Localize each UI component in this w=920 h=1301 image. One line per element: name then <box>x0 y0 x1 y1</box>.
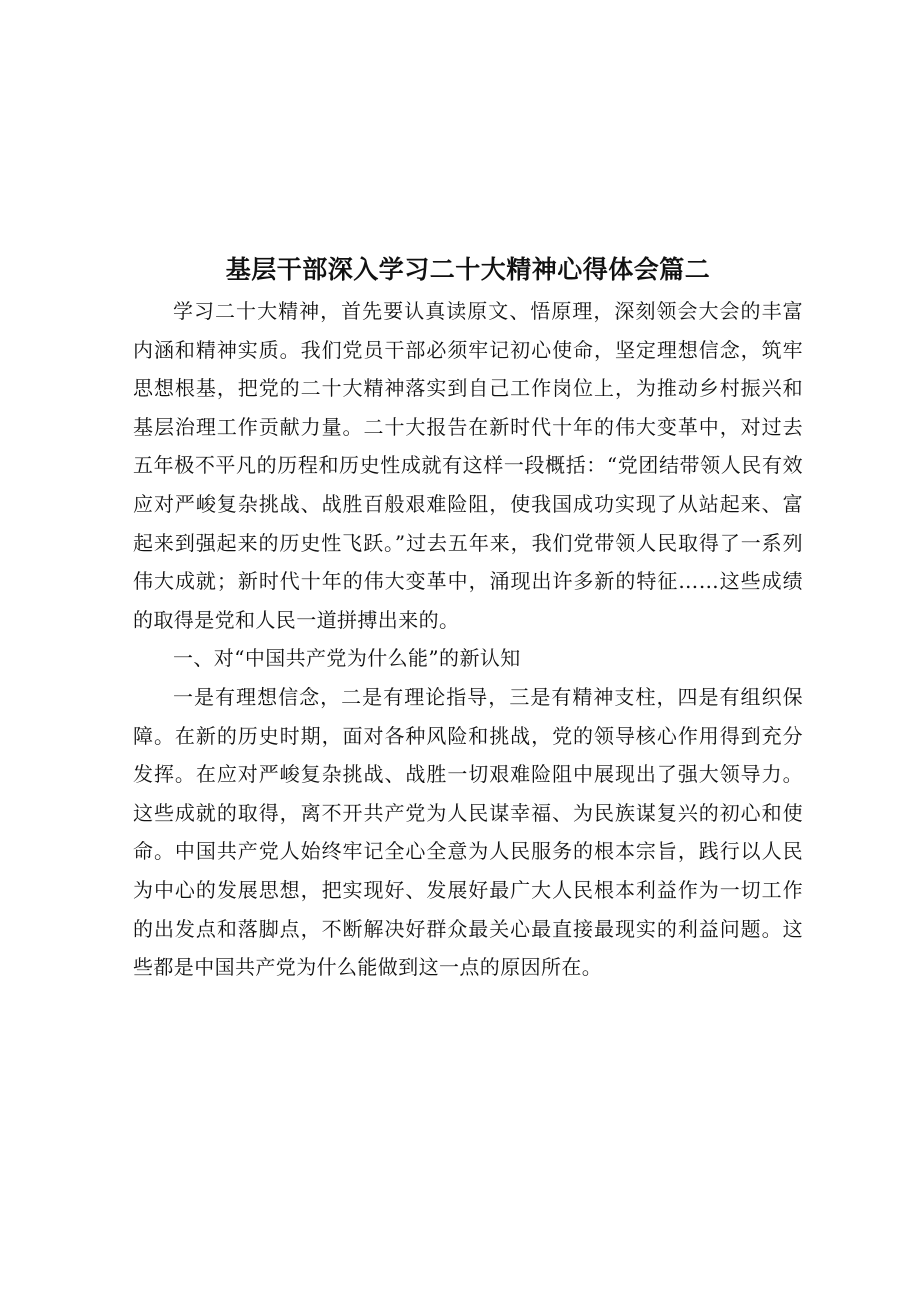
document-title: 基层干部深入学习二十大精神心得体会篇二 <box>225 255 711 284</box>
section-heading: 一、对“中国共产党为什么能”的新认知 <box>173 646 521 671</box>
intro-paragraph: 学习二十大精神，首先要认真读原文、悟原理，深刻领会大会的丰富内涵和精神实质。我们党员干部必须牢记初心使命，坚定理想信念，筑牢思想根基，把党的二十大精神落实到自己工作岗位上，为推动乡村振兴和基层治理工作贡献力量。二十大报告在新时代十年的伟大变革中，对过去五年极不平凡的历程和历史性成就有这样一段概括：“党团结带领人民有效应对严峻复杂挑战、战胜百般艰难险阻，使我国成功实现了从站起来、富起来到强起来的历史性飞跃。”过去五年来，我们党带领人民取得了一系列伟大成就；新时代十年的伟大变革中，涌现出许多新的特征……这些成绩的取得是党和人民一道拼搏出来的。 <box>133 299 803 632</box>
section-paragraph: 一是有理想信念，二是有理论指导，三是有精神支柱，四是有组织保障。在新的历史时期，面对各种风险和挑战，党的领导核心作用得到充分发挥。在应对严峻复杂挑战、战胜一切艰难险阻中展现出了强大领导力。这些成就的取得，离不开共产党为人民谋幸福、为民族谋复兴的初心和使命。中国共产党人始终牢记全心全意为人民服务的根本宗旨，践行以人民为中心的发展思想，把实现好、发展好最广大人民根本利益作为一切工作的出发点和落脚点，不断解决好群众最关心最直接最现实的利益问题。这些都是中国共产党为什么能做到这一点的原因所在。 <box>133 684 803 980</box>
document-body <box>133 248 803 987</box>
